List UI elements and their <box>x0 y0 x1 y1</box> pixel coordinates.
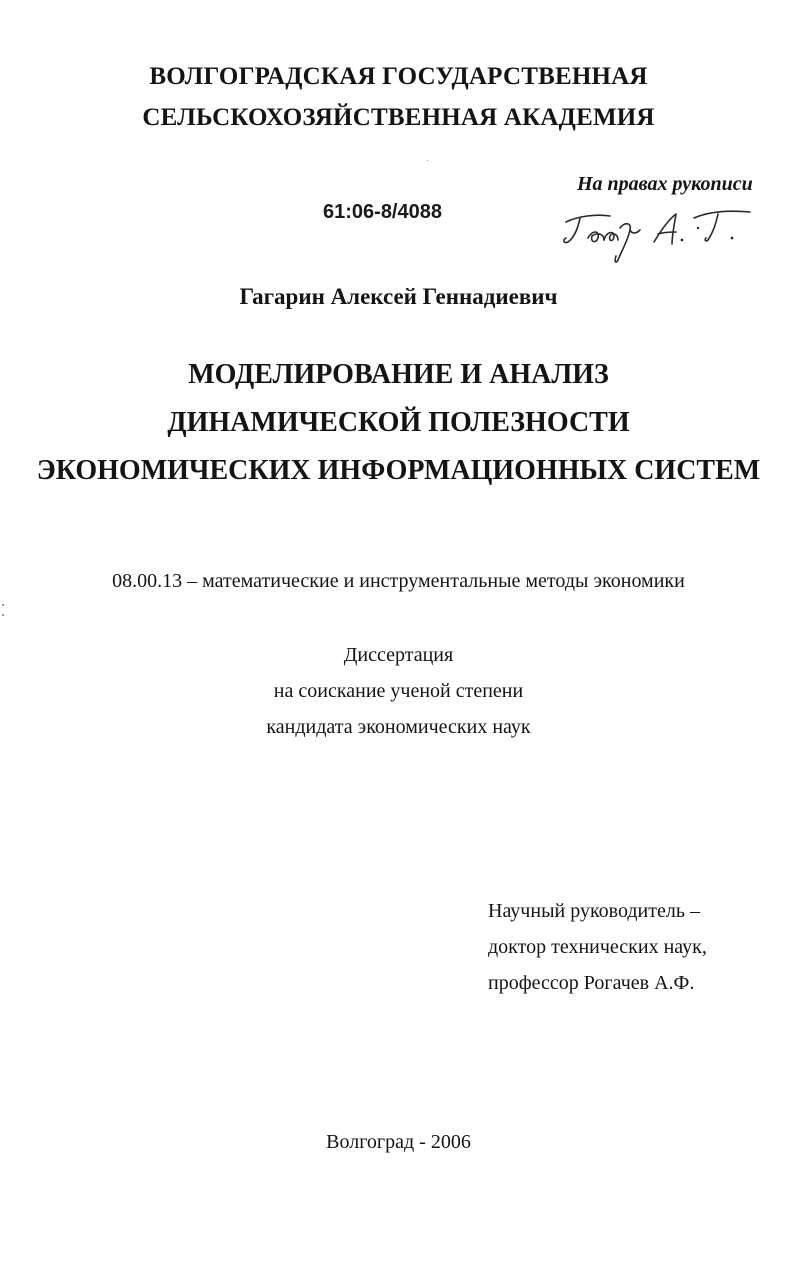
supervisor-line-2: доктор технических наук, <box>488 936 707 958</box>
degree-line-3: кандидата экономических наук <box>266 716 531 738</box>
dissertation-title-line-2: ДИНАМИЧЕСКОЙ ПОЛЕЗНОСТИ <box>167 407 630 438</box>
supervisor-line-3: профессор Рогачев А.Ф. <box>488 972 695 994</box>
author-name: Гагарин Алексей Геннадиевич <box>239 284 558 309</box>
specialty-code: 08.00.13 – математические и инструментальные методы экономики <box>112 570 685 592</box>
degree-line-1: Диссертация <box>343 644 454 666</box>
scan-speck <box>427 160 428 161</box>
library-stamp-code: 61:06-8/4088 <box>323 201 442 223</box>
handwritten-signature <box>558 198 758 266</box>
scan-speck <box>2 614 4 616</box>
scan-speck <box>2 604 4 606</box>
place-and-year: Волгоград - 2006 <box>326 1131 471 1153</box>
dissertation-title-line-1: МОДЕЛИРОВАНИЕ И АНАЛИЗ <box>188 359 609 390</box>
degree-line-2: на соискание ученой степени <box>273 680 524 702</box>
institution-line-2: СЕЛЬСКОХОЗЯЙСТВЕННАЯ АКАДЕМИЯ <box>142 104 655 131</box>
supervisor-line-1: Научный руководитель – <box>488 900 700 922</box>
institution-line-1: ВОЛГОГРАДСКАЯ ГОСУДАРСТВЕННАЯ <box>149 63 648 90</box>
dissertation-title-line-3: ЭКОНОМИЧЕСКИХ ИНФОРМАЦИОННЫХ СИСТЕМ <box>36 455 761 486</box>
manuscript-rights-label: На правах рукописи <box>577 173 753 195</box>
